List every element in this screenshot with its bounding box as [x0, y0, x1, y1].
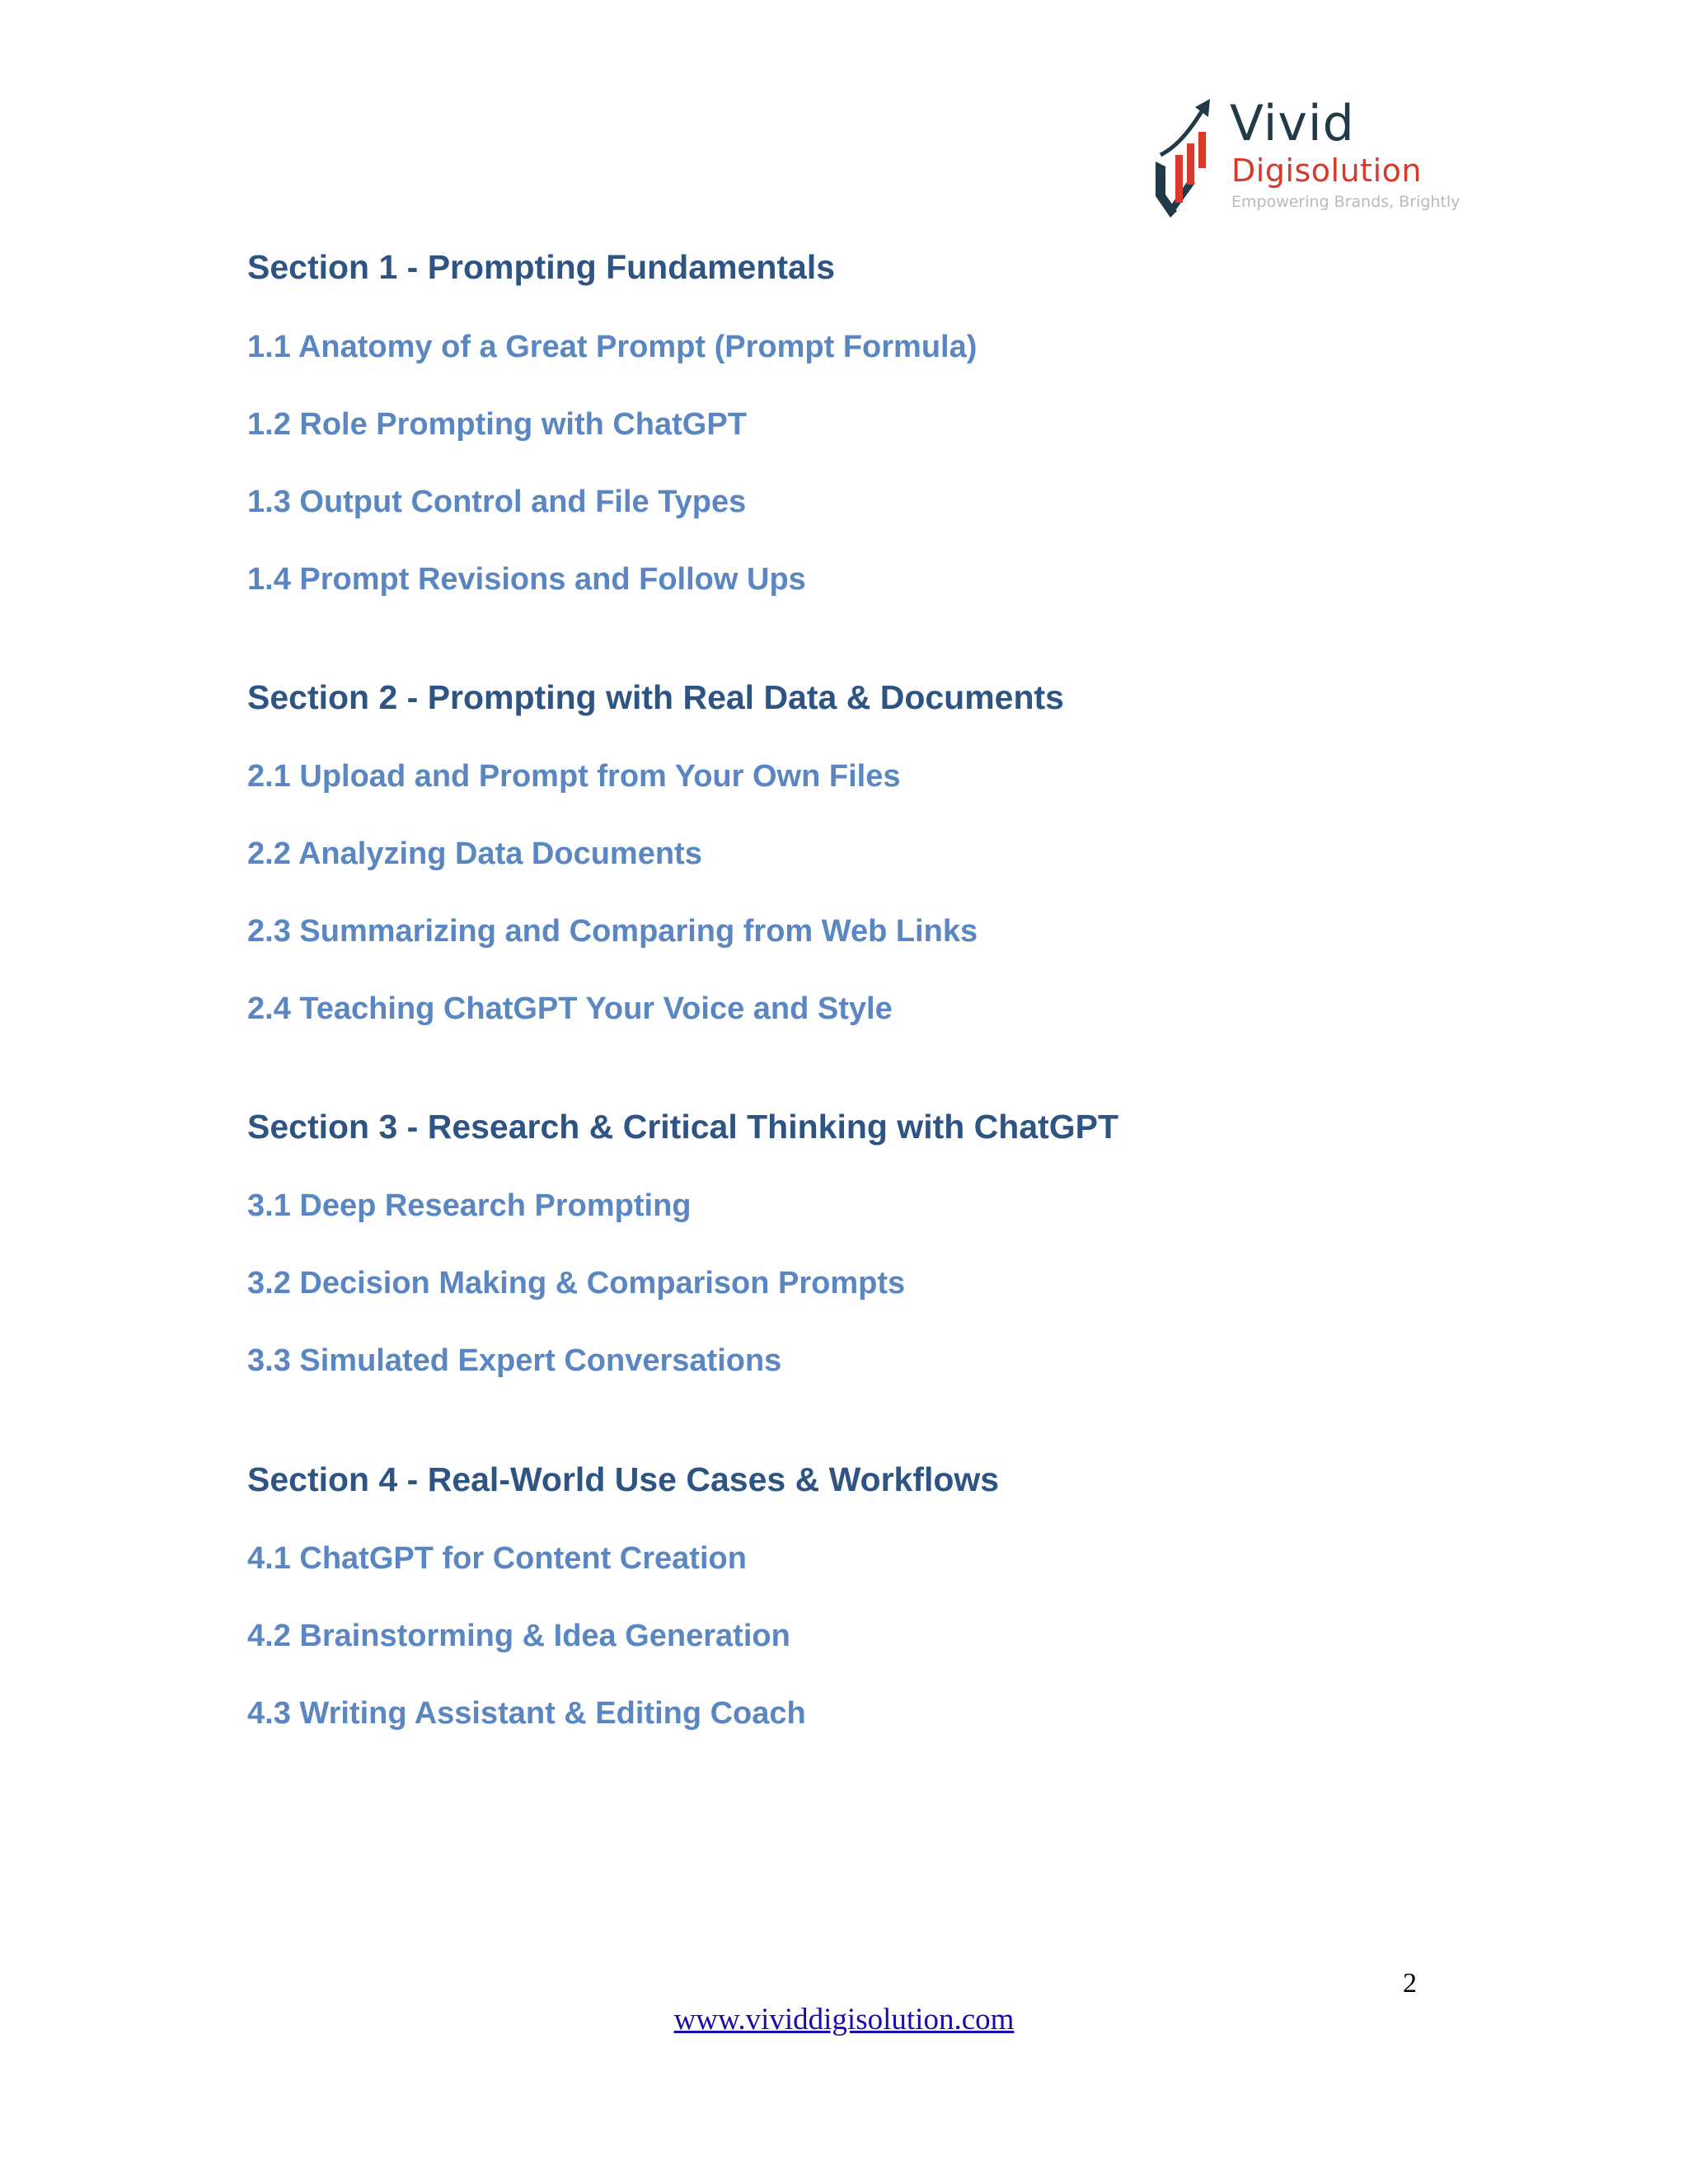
toc-item[interactable]: 3.2 Decision Making & Comparison Prompts — [247, 1266, 906, 1301]
logo-brand-subname: Digisolution — [1231, 152, 1422, 189]
website-link[interactable]: www.vividdigisolution.com — [673, 2003, 1015, 2036]
toc-item[interactable]: 1.3 Output Control and File Types — [247, 485, 747, 519]
footer — [0, 2004, 1688, 2035]
section-heading[interactable]: Section 3 - Research & Critical Thinking with ChatGPT — [247, 1108, 1119, 1146]
section-heading[interactable]: Section 1 - Prompting Fundamentals — [247, 248, 836, 286]
toc-item[interactable]: 3.3 Simulated Expert Conversations — [247, 1343, 782, 1378]
toc-item[interactable]: 2.2 Analyzing Data Documents — [247, 837, 702, 871]
toc-item[interactable]: 2.3 Summarizing and Comparing from Web Links — [247, 914, 978, 949]
logo-tagline: Empowering Brands, Brightly — [1231, 193, 1461, 211]
logo-brand-name: Vivid — [1230, 95, 1355, 152]
toc-item[interactable]: 2.4 Teaching ChatGPT Your Voice and Style — [247, 991, 893, 1026]
section-heading[interactable]: Section 4 - Real-World Use Cases & Workflows — [247, 1460, 1000, 1498]
toc-item[interactable]: 3.1 Deep Research Prompting — [247, 1188, 692, 1223]
toc-item[interactable]: 2.1 Upload and Prompt from Your Own Files — [247, 759, 901, 794]
toc-item[interactable]: 4.2 Brainstorming & Idea Generation — [247, 1619, 790, 1653]
toc-item[interactable]: 4.3 Writing Assistant & Editing Coach — [247, 1696, 806, 1731]
toc-item[interactable]: 1.1 Anatomy of a Great Prompt (Prompt Formula) — [247, 330, 978, 364]
section-heading[interactable]: Section 2 - Prompting with Real Data & Documents — [247, 678, 1064, 716]
toc-item[interactable]: 1.2 Role Prompting with ChatGPT — [247, 407, 747, 442]
company-logo — [1152, 95, 1461, 221]
page-number: 2 — [1403, 1968, 1417, 1999]
toc-item[interactable]: 4.1 ChatGPT for Content Creation — [247, 1541, 747, 1576]
logo-chart-arrow-icon — [1152, 97, 1226, 219]
toc-item[interactable]: 1.4 Prompt Revisions and Follow Ups — [247, 562, 806, 597]
